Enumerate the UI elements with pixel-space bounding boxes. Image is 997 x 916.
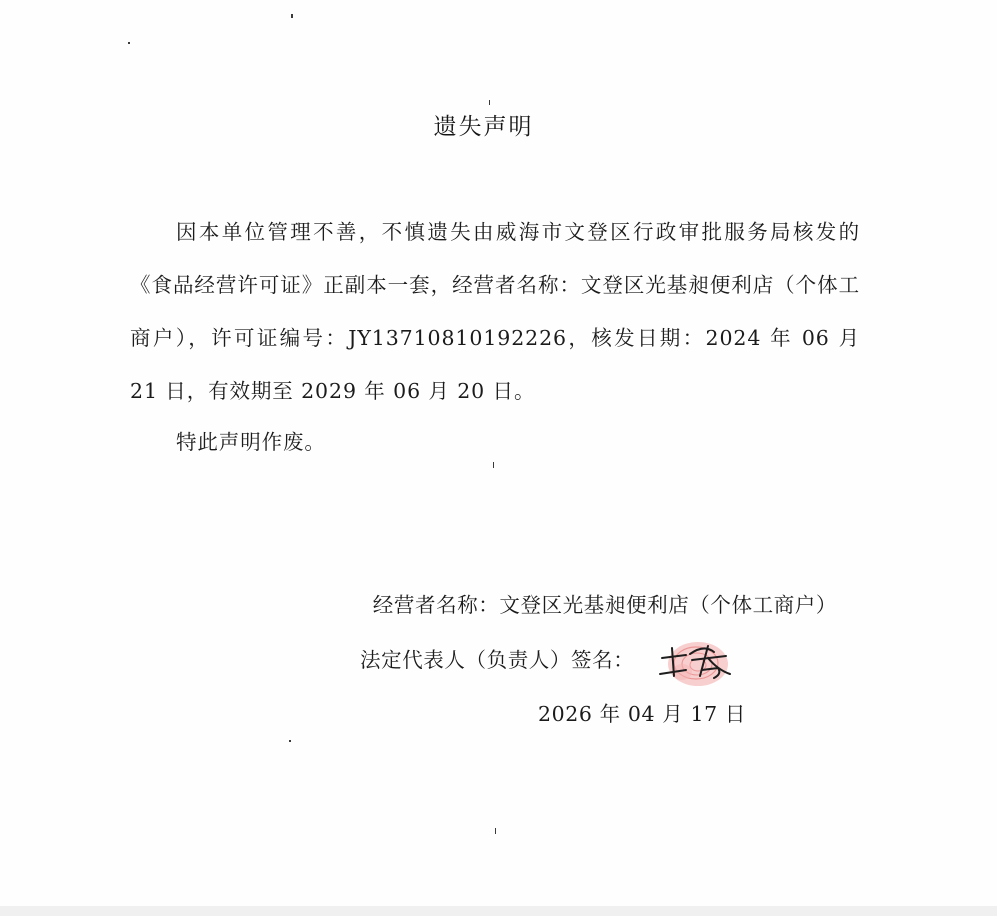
representative-signature-label: 法定代表人（负责人）签名：: [360, 648, 635, 672]
handwritten-signature: [656, 630, 740, 690]
scan-speck: [489, 100, 490, 105]
declaration-body: 因本单位管理不善，不慎遗失由威海市文登区行政审批服务局核发的《食品经营许可证》正副本一套，经营者名称：文登区光基昶便利店（个体工商户），许可证编号：JY13710810192226，核发日期：2024 年 06 月 21 日，有效期至 2029 年 06 月 20 日。: [130, 220, 860, 403]
scan-bottom-edge: [0, 906, 997, 916]
scan-speck: [493, 462, 494, 468]
scan-speck: [495, 828, 496, 834]
scan-speck: [128, 42, 130, 44]
operator-name-line: 经营者名称：文登区光基昶便利店（个体工商户）: [372, 593, 837, 617]
scan-speck: [291, 14, 293, 18]
declaration-closing: 特此声明作废。: [176, 430, 326, 454]
scan-speck: [289, 740, 291, 742]
document-title: 遗失声明: [433, 114, 534, 140]
signature-date: 2026 年 04 月 17 日: [538, 702, 747, 726]
